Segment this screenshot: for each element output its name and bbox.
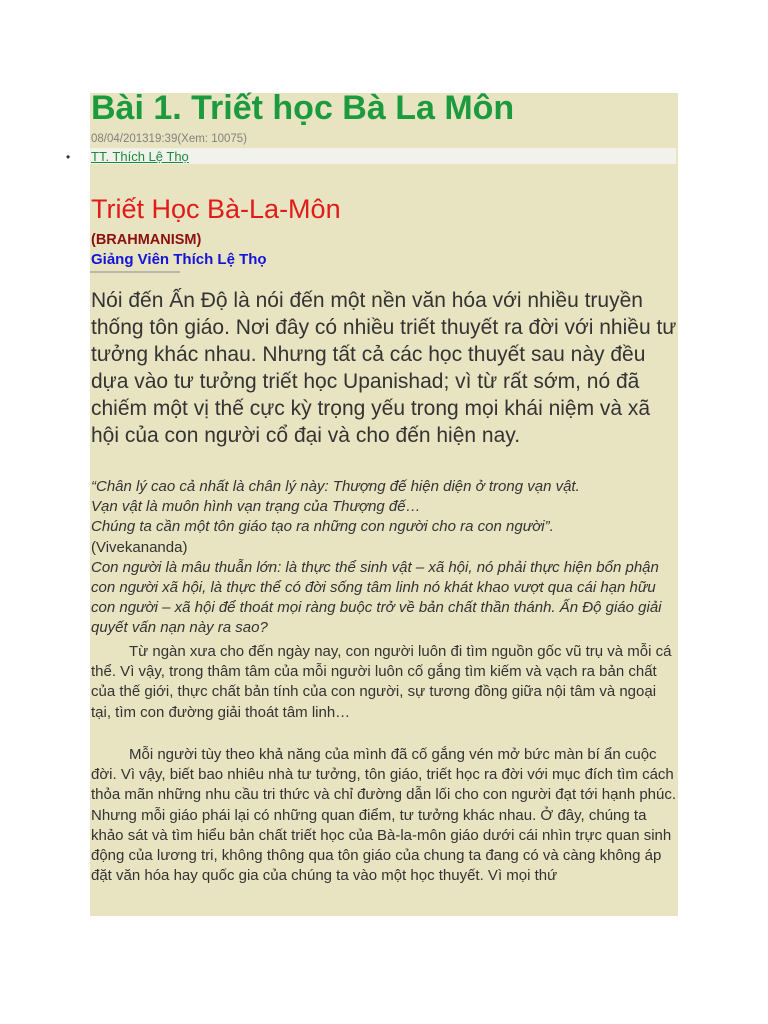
article-title: Bài 1. Triết học Bà La Môn [91,89,515,127]
quote-line: “Chân lý cao cả nhất là chân lý này: Thượng đế hiện diện ở trong vạn vật. [91,478,580,495]
quote-line: Chúng ta cần một tôn giáo tạo ra những con người cho ra con người”. [91,518,554,535]
bullet-icon: • [66,150,71,164]
article-meta: 08/04/201319:39(Xem: 10075) [91,133,248,145]
author-link[interactable]: TT. Thích Lệ Thọ [91,149,189,164]
lead-paragraph: Nói đến Ấn Độ là nói đến một nền văn hóa với nhiều truyền thống tôn giáo. Nơi đây có nhiều triết thuyết ra đời với nhiều tư tưởng khác nhau. Nhưng tất cả các học thuyết sau này đều dựa vào tư tưởng triết học Upanishad; vì từ rất sớm, nó đã chiếm một vị thế cực kỳ trọng yếu trong mọi khái niệm và xã hội của con người cổ đại và cho đến hiện nay. [91,289,677,447]
quote-source: (Vivekananda) [91,539,188,556]
body-paragraph: Mỗi người tùy theo khả năng của mình đã cố gắng vén mở bức màn bí ẩn cuộc đời. Vì vậy, biết bao nhiêu nhà tư tưởng, tôn giáo, triết học ra đời với mục đích tìm cách thỏa mãn những nhu cầu tri thức và chỉ đường dẫn lối cho con người đạt tới hạnh phúc. Nhưng mỗi giáo phái lại có những quan điểm, tư tưởng khác nhau. Ở đây, chúng ta khảo sát và tìm hiểu bản chất triết học của Bà-la-môn giáo dưới cái nhìn trực quan sinh động của lương tri, không thông qua tôn giáo của chung ta đang có và càng không áp đặt văn hóa hay quốc gia của chúng ta vào một học thuyết. Vì mọi thứ [91,746,677,885]
english-name: (BRAHMANISM) [91,232,202,248]
italic-paragraph: Con người là mâu thuẫn lớn: là thực thể sinh vật – xã hội, nó phải thực hiện bổn phận con người xã hội, là thực thể có đời sống tâm linh nó khát khao vượt qua cái hạn hữu con người – xã hội để thoát mọi ràng buộc trở về bản chất thần thánh. Ấn Độ giáo giải quyết vấn nạn này ra sao? [91,559,662,636]
quote-line: Vạn vật là muôn hình vạn trạng của Thượng đế… [91,498,421,515]
lecturer-name: Giảng Viên Thích Lệ Thọ [91,251,267,268]
body-paragraph: Từ ngàn xưa cho đến ngày nay, con người luôn đi tìm nguồn gốc vũ trụ và mỗi cá thể. Vì vậy, trong thâm tâm của mỗi người luôn cố gắng tìm kiếm và vạch ra bản chất của thế giới, thực chất bản tính của con người, sự tương đồng giữa nội tâm và ngoại tại, tìm con đường giải thoát tâm linh… [91,643,672,721]
lecturer-divider [90,271,180,273]
content-heading: Triết Học Bà-La-Môn [91,194,341,224]
